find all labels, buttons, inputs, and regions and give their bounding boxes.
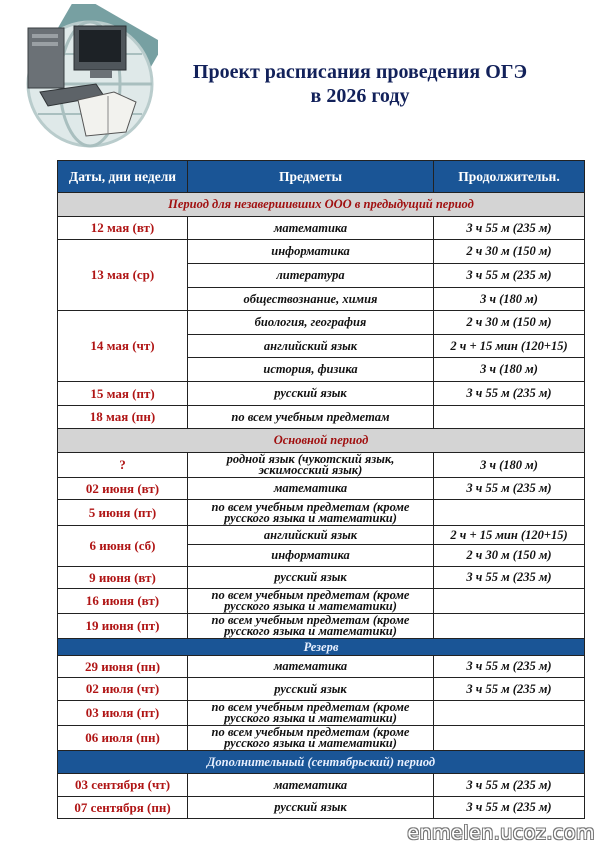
exam-duration (434, 726, 585, 751)
exam-subject: русский язык (188, 797, 434, 819)
exam-date: 6 июня (сб) (58, 526, 188, 567)
exam-date: 18 мая (пн) (58, 406, 188, 429)
exam-subject: по всем учебным предметам (кроме русского языка и математики) (188, 589, 434, 614)
exam-duration: 3 ч 55 м (235 м) (434, 478, 585, 500)
exam-date: 16 июня (вт) (58, 589, 188, 614)
exam-subject: по всем учебным предметам (кроме русского языка и математики) (188, 726, 434, 751)
exam-subject: английский язык (188, 335, 434, 358)
table-row (58, 726, 585, 751)
exam-duration (434, 614, 585, 639)
exam-duration (434, 500, 585, 526)
exam-duration: 2 ч + 15 мин (120+15) (434, 526, 585, 545)
table-row (58, 406, 585, 429)
column-header-dates: Даты, дни недели (58, 161, 188, 193)
title-line-2: в 2026 году (310, 85, 410, 107)
table-row (58, 797, 585, 819)
table-body (58, 193, 585, 819)
section-header-row (58, 751, 585, 774)
exam-date: 03 июля (пт) (58, 701, 188, 726)
exam-subject: математика (188, 217, 434, 240)
exam-subject: математика (188, 478, 434, 500)
section-header-row (58, 639, 585, 656)
exam-subject: английский язык (188, 526, 434, 545)
section-title: Резерв (58, 639, 585, 656)
section-header-row (58, 193, 585, 217)
table-row (58, 614, 585, 639)
table-row (58, 656, 585, 678)
exam-subject: родной язык (чукотский язык, эскимосский язык) (188, 453, 434, 478)
exam-subject: информатика (188, 545, 434, 567)
table-row (58, 240, 585, 264)
exam-date: 12 мая (вт) (58, 217, 188, 240)
exam-duration: 3 ч 55 м (235 м) (434, 217, 585, 240)
exam-subject: по всем учебным предметам (кроме русского языка и математики) (188, 701, 434, 726)
exam-subject: по всем учебным предметам (кроме русского языка и математики) (188, 614, 434, 639)
section-title: Дополнительный (сентябрьский) период (58, 751, 585, 774)
section-header-row (58, 429, 585, 453)
exam-duration: 2 ч 30 м (150 м) (434, 311, 585, 335)
exam-duration: 3 ч 55 м (235 м) (434, 382, 585, 406)
exam-duration (434, 406, 585, 429)
table-row (58, 311, 585, 335)
exam-date: 06 июля (пн) (58, 726, 188, 751)
title-line-1: Проект расписания проведения ОГЭ (192, 61, 528, 83)
exam-subject: русский язык (188, 678, 434, 701)
exam-subject: история, физика (188, 358, 434, 382)
table-row (58, 217, 585, 240)
exam-subject: по всем учебным предметам (кроме русского языка и математики) (188, 500, 434, 526)
exam-subject: информатика (188, 240, 434, 264)
table-header-row (58, 161, 585, 193)
exam-subject: по всем учебным предметам (188, 406, 434, 429)
exam-duration: 3 ч 55 м (235 м) (434, 567, 585, 589)
exam-subject: обществознание, химия (188, 288, 434, 311)
exam-date: 5 июня (пт) (58, 500, 188, 526)
exam-duration: 3 ч 55 м (235 м) (434, 797, 585, 819)
exam-date: 02 июня (вт) (58, 478, 188, 500)
table-row (58, 774, 585, 797)
exam-duration: 3 ч (180 м) (434, 453, 585, 478)
exam-subject: русский язык (188, 567, 434, 589)
exam-subject: литература (188, 264, 434, 288)
exam-date: 14 мая (чт) (58, 311, 188, 382)
exam-duration (434, 589, 585, 614)
table-row (58, 678, 585, 701)
exam-duration: 3 ч 55 м (235 м) (434, 678, 585, 701)
exam-duration: 3 ч (180 м) (434, 288, 585, 311)
exam-date: 9 июня (вт) (58, 567, 188, 589)
table-row (58, 526, 585, 545)
exam-duration: 3 ч 55 м (235 м) (434, 656, 585, 678)
exam-subject: биология, география (188, 311, 434, 335)
table-row (58, 589, 585, 614)
exam-duration: 2 ч 30 м (150 м) (434, 545, 585, 567)
exam-date: 02 июля (чт) (58, 678, 188, 701)
exam-date: 07 сентября (пн) (58, 797, 188, 819)
table-row (58, 701, 585, 726)
exam-duration (434, 701, 585, 726)
section-title: Основной период (58, 429, 585, 453)
table-row (58, 382, 585, 406)
exam-date: ? (58, 453, 188, 478)
exam-subject: математика (188, 656, 434, 678)
exam-date: 19 июня (пт) (58, 614, 188, 639)
exam-subject: русский язык (188, 382, 434, 406)
exam-duration: 2 ч + 15 мин (120+15) (434, 335, 585, 358)
table-row (58, 453, 585, 478)
table-row (58, 500, 585, 526)
exam-duration: 3 ч (180 м) (434, 358, 585, 382)
exam-schedule-table (57, 160, 585, 819)
column-header-duration: Продолжительн. (434, 161, 585, 193)
section-title: Период для незавершивших ООО в предыдущий период (58, 193, 585, 217)
page-title (150, 60, 570, 108)
exam-duration: 3 ч 55 м (235 м) (434, 264, 585, 288)
exam-date: 03 сентября (чт) (58, 774, 188, 797)
table-row (58, 567, 585, 589)
exam-date: 13 мая (ср) (58, 240, 188, 311)
watermark: enmelen.ucoz.com (407, 822, 595, 844)
exam-subject: математика (188, 774, 434, 797)
exam-duration: 2 ч 30 м (150 м) (434, 240, 585, 264)
table-row (58, 478, 585, 500)
exam-duration: 3 ч 55 м (235 м) (434, 774, 585, 797)
column-header-subjects: Предметы (188, 161, 434, 193)
exam-date: 29 июня (пн) (58, 656, 188, 678)
computer-and-book-icon (8, 4, 158, 154)
exam-date: 15 мая (пт) (58, 382, 188, 406)
